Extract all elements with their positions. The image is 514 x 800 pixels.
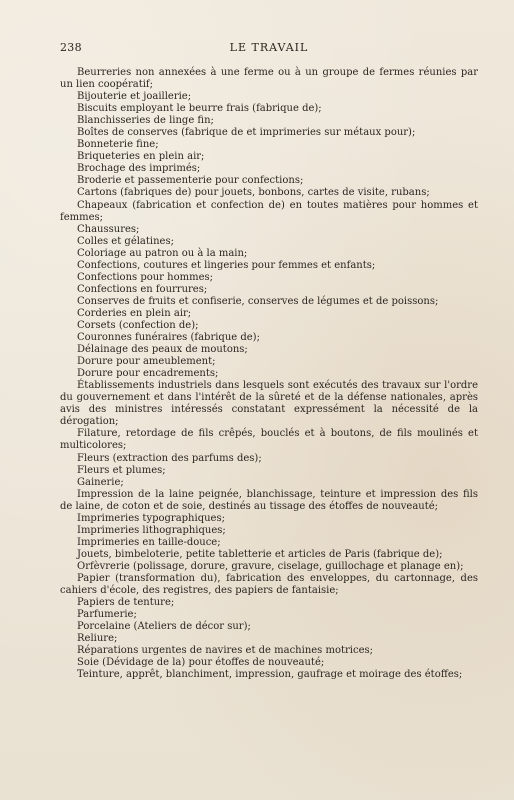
list-item: Filature, retordage de fils crêpés, bouclés et à boutons, de fils moulinés et multicolores; (60, 428, 478, 452)
list-item: Papiers de tenture; (77, 597, 175, 609)
list-item: Jouets, bimbeloterie, petite tabletterie et articles de Paris (fabrique de); (77, 548, 443, 560)
industry-list (60, 67, 478, 681)
list-item: Réparations urgentes de navires et de machines motrices; (77, 645, 374, 657)
list-item: Colles et gélatines; (77, 235, 174, 247)
list-item: Cartons (fabriques de) pour jouets, bonbons, cartes de visite, rubans; (77, 187, 430, 199)
list-item: Confections en fourrures; (77, 283, 208, 295)
page-header (60, 41, 478, 55)
list-item: Confections, coutures et lingeries pour femmes et enfants; (77, 259, 376, 271)
list-item: Parfumerie; (77, 609, 137, 621)
list-item: Briqueteries en plein air; (77, 151, 205, 163)
list-item: Fleurs et plumes; (77, 464, 166, 476)
list-item: Imprimeries en taille-douce; (77, 536, 221, 548)
list-item: Brochage des imprimés; (77, 163, 201, 175)
list-item: Orfèvrerie (polissage, dorure, gravure, ciselage, guillochage et planage en); (77, 560, 464, 572)
list-item: Chapeaux (fabrication et confection de) en toutes matières pour hommes et femmes; (60, 199, 478, 223)
list-item: Coloriage au patron ou à la main; (77, 247, 248, 259)
list-item: Bijouterie et joaillerie; (77, 91, 192, 103)
running-title: LE TRAVAIL (229, 41, 309, 54)
list-item: Impression de la laine peignée, blanchissage, teinture et impression des fils de laine, de coton et de soie, destinés au tissage des étoffes de nouveauté; (60, 488, 478, 512)
list-item: Délainage des peaux de moutons; (77, 344, 248, 356)
page-number: 238 (60, 41, 82, 54)
list-item: Blanchisseries de linge fin; (77, 115, 214, 127)
list-item: Chaussures; (77, 223, 140, 235)
list-item: Couronnes funéraires (fabrique de); (77, 332, 260, 344)
list-item: Dorure pour ameublement; (77, 356, 216, 368)
list-item: Biscuits employant le beurre frais (fabrique de); (77, 103, 322, 115)
list-item: Imprimeries lithographiques; (77, 524, 226, 536)
list-item: Boîtes de conserves (fabrique de et imprimeries sur métaux pour); (77, 127, 416, 139)
list-item: Corsets (confection de); (77, 319, 199, 331)
list-item: Gainerie; (77, 476, 124, 488)
list-item: Établissements industriels dans lesquels sont exécutés des travaux sur l'ordre du gouvernement et dans l'intérêt de la sûreté et de la défense nationales, après avis des ministres intéressés constatant expressément la nécessité de la dérogation; (60, 380, 478, 428)
list-item: Porcelaine (Ateliers de décor sur); (77, 621, 251, 633)
list-item: Confections pour hommes; (77, 271, 213, 283)
list-item: Soie (Dévidage de la) pour étoffes de nouveauté; (77, 657, 325, 669)
list-item: Dorure pour encadrements; (77, 368, 219, 380)
list-item: Broderie et passementerie pour confections; (77, 175, 304, 187)
list-item: Papier (transformation du), fabrication des enveloppes, du cartonnage, des cahiers d'école, des registres, des papiers de fantaisie; (60, 572, 478, 597)
list-item: Teinture, apprêt, blanchiment, impression, gaufrage et moirage des étoffes; (77, 669, 463, 681)
list-item: Conserves de fruits et confiserie, conserves de légumes et de poissons; (77, 295, 439, 307)
list-item: Imprimeries typographiques; (77, 512, 225, 524)
list-item: Fleurs (extraction des parfums des); (77, 452, 262, 464)
list-item: Bonneterie fine; (77, 139, 159, 151)
list-item: Reliure; (77, 633, 118, 645)
list-item: Beurreries non annexées à une ferme ou à un groupe de fermes réunies par un lien coopératif; (60, 67, 478, 91)
list-item: Corderies en plein air; (77, 307, 192, 319)
